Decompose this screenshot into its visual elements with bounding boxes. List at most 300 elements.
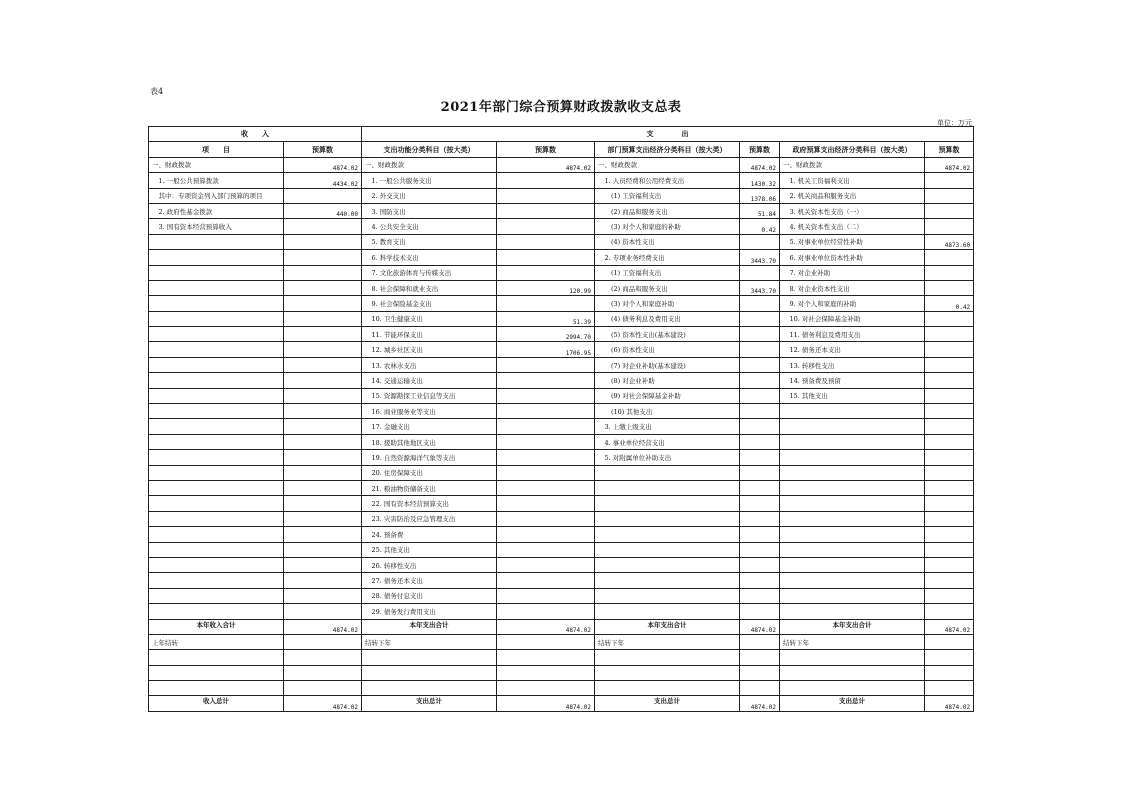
budget-value-cell <box>497 388 595 403</box>
blank-cell <box>149 681 284 696</box>
budget-header: 预算数 <box>925 142 974 157</box>
table-row <box>149 450 974 465</box>
table-row <box>149 342 974 357</box>
table-number: 表4 <box>150 87 164 96</box>
budget-value-cell <box>284 327 362 342</box>
item-cell: 3. 国防支出 <box>362 203 497 218</box>
item-cell: 其中：专项资金列入部门预算的项目 <box>149 188 284 203</box>
table-row <box>149 604 974 619</box>
budget-value-cell <box>740 311 780 326</box>
budget-value-cell <box>740 388 780 403</box>
blank-cell <box>780 650 925 665</box>
budget-value-cell <box>284 511 362 526</box>
budget-value-cell: 2994.70 <box>497 327 595 342</box>
blank-cell <box>497 650 595 665</box>
budget-value-cell <box>497 527 595 542</box>
item-cell <box>149 542 284 557</box>
item-cell: 27. 债务还本支出 <box>362 573 497 588</box>
budget-value-cell <box>740 573 780 588</box>
item-cell: 23. 灾害防治及应急管理支出 <box>362 511 497 526</box>
budget-value-cell: 1430.32 <box>740 173 780 188</box>
table-row <box>149 511 974 526</box>
budget-value-cell <box>284 434 362 449</box>
budget-value-cell <box>925 511 974 526</box>
table-row <box>149 327 974 342</box>
budget-value-cell <box>284 280 362 295</box>
item-cell: (4) 债务利息及费用支出 <box>595 311 740 326</box>
item-cell <box>149 419 284 434</box>
budget-value-cell <box>925 250 974 265</box>
item-cell: (9) 对社会保障基金补助 <box>595 388 740 403</box>
table-row <box>149 557 974 572</box>
blank-cell <box>284 650 362 665</box>
budget-value-cell <box>925 434 974 449</box>
table-row <box>149 280 974 295</box>
item-cell <box>149 342 284 357</box>
budget-value-cell: 1706.95 <box>497 342 595 357</box>
item-cell <box>149 373 284 388</box>
budget-value-cell <box>740 434 780 449</box>
budget-value-cell <box>284 373 362 388</box>
item-cell: (1) 工资福利支出 <box>595 265 740 280</box>
grand-total-row <box>149 696 974 711</box>
budget-value-cell <box>497 634 595 649</box>
item-cell <box>149 465 284 480</box>
budget-value-cell <box>925 419 974 434</box>
blank-cell <box>362 681 497 696</box>
item-cell: 支出总计 <box>780 696 925 711</box>
blank-cell <box>149 650 284 665</box>
budget-value-cell <box>284 188 362 203</box>
item-cell <box>149 450 284 465</box>
item-cell: 收入总计 <box>149 696 284 711</box>
budget-value-cell <box>740 634 780 649</box>
budget-value-cell <box>925 219 974 234</box>
item-cell: 5. 对附属单位补助支出 <box>595 450 740 465</box>
budget-value-cell <box>925 280 974 295</box>
item-cell <box>595 573 740 588</box>
table-row <box>149 388 974 403</box>
blank-cell <box>740 665 780 680</box>
item-cell <box>780 588 925 603</box>
budget-value-cell <box>497 511 595 526</box>
budget-value-cell <box>925 604 974 619</box>
budget-value-cell <box>497 480 595 495</box>
budget-value-cell <box>740 542 780 557</box>
budget-value-cell <box>284 357 362 372</box>
item-cell: 结转下年 <box>362 634 497 649</box>
budget-value-cell <box>284 419 362 434</box>
item-cell: 1. 机关工资福利支出 <box>780 173 925 188</box>
item-cell <box>149 280 284 295</box>
item-cell <box>595 496 740 511</box>
table-row <box>149 465 974 480</box>
table-row <box>149 434 974 449</box>
budget-value-cell <box>925 311 974 326</box>
budget-value-cell: 4874.02 <box>497 696 595 711</box>
budget-value-cell <box>740 342 780 357</box>
budget-value-cell <box>284 557 362 572</box>
item-cell <box>149 296 284 311</box>
item-header: 项 目 <box>149 142 284 157</box>
blank-cell <box>284 665 362 680</box>
item-cell: (5) 资本性支出(基本建设) <box>595 327 740 342</box>
budget-value-cell <box>497 250 595 265</box>
table-row <box>149 188 974 203</box>
budget-value-cell: 1378.06 <box>740 188 780 203</box>
item-cell: (7) 对企业补助(基本建设) <box>595 357 740 372</box>
dept-class-header: 部门预算支出经济分类科目（按大类） <box>595 142 740 157</box>
budget-value-cell <box>740 527 780 542</box>
item-cell: 26. 转移性支出 <box>362 557 497 572</box>
budget-value-cell <box>925 542 974 557</box>
item-cell <box>780 573 925 588</box>
item-cell: 5. 教育支出 <box>362 234 497 249</box>
item-cell: (1) 工资福利支出 <box>595 188 740 203</box>
item-cell: 12. 城乡社区支出 <box>362 342 497 357</box>
item-cell: 10. 对社会保障基金补助 <box>780 311 925 326</box>
item-cell: 4. 公共安全支出 <box>362 219 497 234</box>
item-cell: (2) 商品和服务支出 <box>595 280 740 295</box>
table-row <box>149 157 974 172</box>
budget-value-cell <box>925 404 974 419</box>
budget-value-cell <box>284 219 362 234</box>
item-cell: 7. 文化旅游体育与传媒支出 <box>362 265 497 280</box>
budget-value-cell: 4874.02 <box>284 157 362 172</box>
budget-value-cell <box>740 465 780 480</box>
budget-value-cell: 4434.02 <box>284 173 362 188</box>
table-row <box>149 265 974 280</box>
budget-value-cell <box>740 327 780 342</box>
item-cell <box>149 527 284 542</box>
item-cell: 本年支出合计 <box>780 619 925 634</box>
item-cell: 17. 金融支出 <box>362 419 497 434</box>
budget-value-cell: 440.00 <box>284 203 362 218</box>
item-cell <box>780 480 925 495</box>
item-cell <box>780 542 925 557</box>
budget-value-cell: 3443.70 <box>740 250 780 265</box>
budget-value-cell: 4874.02 <box>497 157 595 172</box>
budget-value-cell: 4873.60 <box>925 234 974 249</box>
item-cell: 1. 人员经费和公用经费支出 <box>595 173 740 188</box>
item-cell <box>595 511 740 526</box>
carry-row <box>149 634 974 649</box>
blank-cell <box>595 681 740 696</box>
budget-value-cell <box>284 634 362 649</box>
blank-cell <box>595 665 740 680</box>
item-cell <box>149 588 284 603</box>
item-cell <box>149 573 284 588</box>
item-cell <box>149 327 284 342</box>
blank-cell <box>362 665 497 680</box>
blank-cell <box>362 650 497 665</box>
item-cell: 21. 粮油物资储备支出 <box>362 480 497 495</box>
budget-value-cell <box>740 480 780 495</box>
budget-value-cell: 4874.02 <box>740 157 780 172</box>
item-cell: 28. 债务付息支出 <box>362 588 497 603</box>
item-cell: 4. 事业单位经营支出 <box>595 434 740 449</box>
budget-value-cell: 120.99 <box>497 280 595 295</box>
item-cell: 24. 预备费 <box>362 527 497 542</box>
item-cell <box>149 311 284 326</box>
item-cell: 本年支出合计 <box>362 619 497 634</box>
blank-cell <box>780 665 925 680</box>
table-row <box>149 480 974 495</box>
document-title: 2021年部门综合预算财政拨款收支总表 <box>440 100 682 115</box>
budget-value-cell <box>740 357 780 372</box>
blank-cell <box>740 681 780 696</box>
budget-value-cell <box>497 404 595 419</box>
item-cell: (10) 其他支出 <box>595 404 740 419</box>
table-row <box>149 219 974 234</box>
budget-value-cell <box>925 327 974 342</box>
item-cell: 一、财政拨款 <box>149 157 284 172</box>
item-cell: 一、财政拨款 <box>780 157 925 172</box>
budget-value-cell <box>497 465 595 480</box>
item-cell <box>595 480 740 495</box>
item-cell: 16. 商业服务业等支出 <box>362 404 497 419</box>
budget-value-cell <box>497 173 595 188</box>
item-cell <box>149 480 284 495</box>
item-cell <box>780 450 925 465</box>
item-cell: 7. 对企业补助 <box>780 265 925 280</box>
item-cell <box>780 557 925 572</box>
header-row-1 <box>149 127 974 142</box>
table-row <box>149 527 974 542</box>
budget-value-cell <box>497 450 595 465</box>
item-cell: 4. 机关资本性支出（二） <box>780 219 925 234</box>
item-cell: 1. 一般公共预算拨款 <box>149 173 284 188</box>
budget-value-cell <box>925 480 974 495</box>
item-cell: (4) 资本性支出 <box>595 234 740 249</box>
unit-label: 单位：万元 <box>937 119 972 127</box>
item-cell <box>595 465 740 480</box>
item-cell <box>780 465 925 480</box>
item-cell <box>780 527 925 542</box>
blank-cell <box>149 665 284 680</box>
item-cell: 15. 资源勘探工业信息等支出 <box>362 388 497 403</box>
item-cell: 9. 对个人和家庭的补助 <box>780 296 925 311</box>
budget-value-cell <box>497 557 595 572</box>
item-cell: (6) 资本性支出 <box>595 342 740 357</box>
budget-value-cell <box>740 234 780 249</box>
item-cell: 3. 机关资本性支出（一） <box>780 203 925 218</box>
budget-value-cell <box>925 342 974 357</box>
table-row <box>149 496 974 511</box>
budget-value-cell <box>284 527 362 542</box>
item-cell: (2) 商品和服务支出 <box>595 203 740 218</box>
budget-value-cell <box>925 465 974 480</box>
item-cell: 3. 上缴上级支出 <box>595 419 740 434</box>
item-cell <box>595 527 740 542</box>
budget-value-cell <box>497 203 595 218</box>
table-row <box>149 173 974 188</box>
expense-header: 支 出 <box>362 127 974 142</box>
table-row <box>149 373 974 388</box>
item-cell: 支出总计 <box>362 696 497 711</box>
item-cell: 15. 其他支出 <box>780 388 925 403</box>
budget-value-cell: 4874.02 <box>284 696 362 711</box>
blank-cell <box>925 650 974 665</box>
item-cell <box>149 234 284 249</box>
budget-value-cell <box>497 434 595 449</box>
budget-value-cell: 3443.70 <box>740 280 780 295</box>
budget-value-cell <box>497 496 595 511</box>
budget-value-cell <box>740 557 780 572</box>
item-cell <box>595 557 740 572</box>
budget-value-cell <box>925 573 974 588</box>
item-cell <box>149 250 284 265</box>
item-cell: 结转下年 <box>780 634 925 649</box>
budget-value-cell <box>497 542 595 557</box>
budget-value-cell <box>925 188 974 203</box>
blank-cell <box>780 681 925 696</box>
item-cell: 10. 卫生健康支出 <box>362 311 497 326</box>
budget-value-cell <box>925 388 974 403</box>
budget-value-cell <box>284 542 362 557</box>
item-cell: 一、财政拨款 <box>362 157 497 172</box>
item-cell: 一、财政拨款 <box>595 157 740 172</box>
item-cell: 14. 预备费及预留 <box>780 373 925 388</box>
budget-value-cell <box>925 203 974 218</box>
budget-value-cell: 4874.02 <box>925 619 974 634</box>
budget-value-cell <box>497 188 595 203</box>
budget-value-cell <box>284 296 362 311</box>
item-cell: 19. 自然资源海洋气象等支出 <box>362 450 497 465</box>
item-cell <box>149 604 284 619</box>
item-cell <box>149 388 284 403</box>
table-row <box>149 203 974 218</box>
item-cell: 25. 其他支出 <box>362 542 497 557</box>
item-cell: 11. 节能环保支出 <box>362 327 497 342</box>
blank-cell <box>497 665 595 680</box>
budget-value-cell: 4874.02 <box>497 619 595 634</box>
blank-cell <box>740 650 780 665</box>
item-cell: 上年结转 <box>149 634 284 649</box>
item-cell: 2. 专项业务经费支出 <box>595 250 740 265</box>
item-cell <box>149 511 284 526</box>
budget-value-cell <box>740 511 780 526</box>
budget-value-cell <box>284 450 362 465</box>
budget-value-cell <box>925 588 974 603</box>
budget-value-cell <box>284 480 362 495</box>
budget-value-cell <box>284 496 362 511</box>
item-cell: 18. 援助其他地区支出 <box>362 434 497 449</box>
budget-value-cell <box>284 573 362 588</box>
budget-value-cell <box>925 634 974 649</box>
table-row <box>149 542 974 557</box>
budget-value-cell <box>497 234 595 249</box>
budget-value-cell: 4874.02 <box>740 619 780 634</box>
budget-value-cell <box>497 604 595 619</box>
budget-value-cell <box>925 265 974 280</box>
item-cell <box>780 434 925 449</box>
item-cell <box>595 604 740 619</box>
item-cell: 11. 债务利息及费用支出 <box>780 327 925 342</box>
item-cell <box>149 265 284 280</box>
budget-value-cell <box>284 311 362 326</box>
blank-cell <box>925 665 974 680</box>
budget-value-cell <box>925 173 974 188</box>
blank-row <box>149 650 974 665</box>
blank-row <box>149 681 974 696</box>
blank-cell <box>284 681 362 696</box>
item-cell: 支出总计 <box>595 696 740 711</box>
budget-value-cell <box>740 419 780 434</box>
blank-cell <box>595 650 740 665</box>
table-row <box>149 357 974 372</box>
item-cell: 2. 外交支出 <box>362 188 497 203</box>
budget-value-cell <box>740 450 780 465</box>
budget-value-cell <box>497 419 595 434</box>
table-row <box>149 234 974 249</box>
budget-value-cell <box>740 496 780 511</box>
item-cell: 6. 科学技术支出 <box>362 250 497 265</box>
budget-header: 预算数 <box>497 142 595 157</box>
budget-value-cell <box>740 296 780 311</box>
budget-value-cell <box>497 357 595 372</box>
item-cell: 3. 国有资本经营预算收入 <box>149 219 284 234</box>
budget-value-cell <box>497 588 595 603</box>
item-cell: 5. 对事业单位经常性补助 <box>780 234 925 249</box>
gov-class-header: 政府预算支出经济分类科目（按大类） <box>780 142 925 157</box>
budget-value-cell: 4874.02 <box>740 696 780 711</box>
item-cell: 2. 政府性基金拨款 <box>149 203 284 218</box>
budget-value-cell <box>284 342 362 357</box>
item-cell: 13. 农林水支出 <box>362 357 497 372</box>
blank-cell <box>925 681 974 696</box>
blank-cell <box>497 681 595 696</box>
item-cell <box>595 542 740 557</box>
item-cell <box>149 496 284 511</box>
budget-value-cell <box>925 357 974 372</box>
item-cell: 本年收入合计 <box>149 619 284 634</box>
item-cell: 本年支出合计 <box>595 619 740 634</box>
table-row <box>149 250 974 265</box>
item-cell <box>149 357 284 372</box>
budget-value-cell <box>497 573 595 588</box>
budget-value-cell <box>497 373 595 388</box>
func-class-header: 支出功能分类科目（按大类） <box>362 142 497 157</box>
budget-value-cell: 4874.02 <box>284 619 362 634</box>
item-cell: 2. 机关商品和服务支出 <box>780 188 925 203</box>
item-cell: 29. 债务发行费用支出 <box>362 604 497 619</box>
item-cell: 8. 对企业资本性支出 <box>780 280 925 295</box>
budget-value-cell <box>284 588 362 603</box>
budget-header: 预算数 <box>284 142 362 157</box>
budget-value-cell <box>740 265 780 280</box>
budget-header: 预算数 <box>740 142 780 157</box>
item-cell <box>595 588 740 603</box>
item-cell: 20. 住房保障支出 <box>362 465 497 480</box>
blank-row <box>149 665 974 680</box>
table-row <box>149 296 974 311</box>
table-row <box>149 419 974 434</box>
budget-value-cell <box>284 250 362 265</box>
budget-value-cell: 0.42 <box>740 219 780 234</box>
table-row <box>149 404 974 419</box>
budget-value-cell <box>497 265 595 280</box>
budget-value-cell <box>740 404 780 419</box>
budget-value-cell <box>740 373 780 388</box>
item-cell: 22. 国有资本经营预算支出 <box>362 496 497 511</box>
item-cell <box>780 419 925 434</box>
budget-value-cell <box>284 404 362 419</box>
budget-value-cell <box>284 465 362 480</box>
item-cell <box>780 404 925 419</box>
budget-value-cell <box>925 496 974 511</box>
year-total-row <box>149 619 974 634</box>
